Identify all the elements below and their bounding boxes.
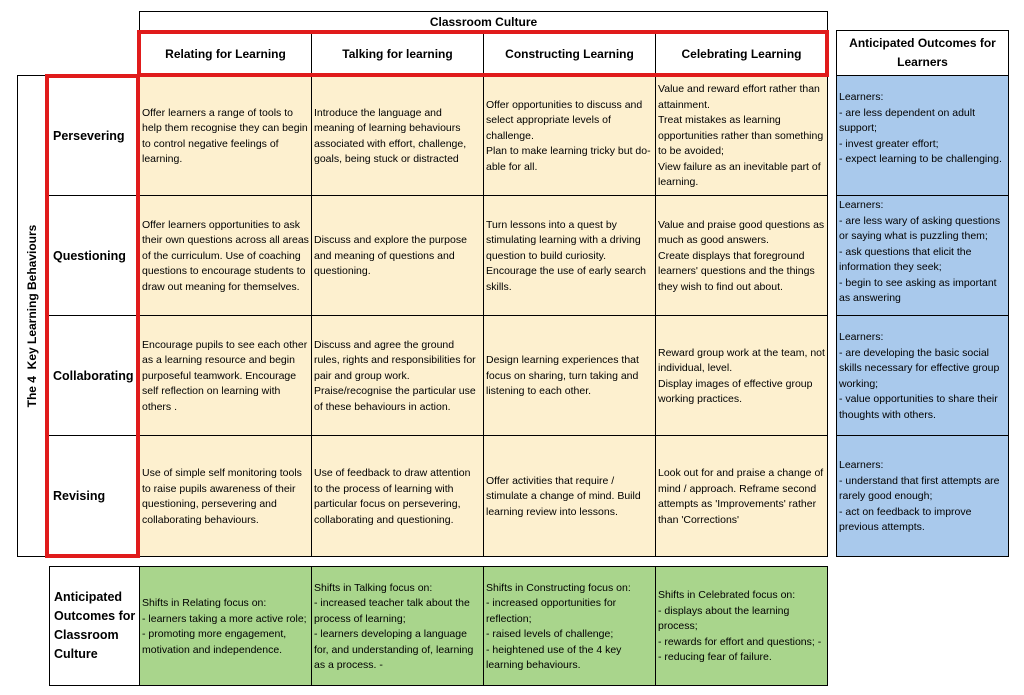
outcomes-header: Anticipated Outcomes for Learners bbox=[836, 30, 1009, 76]
culture-outcomes-label bbox=[49, 566, 140, 686]
culture-outcomes-label-text: Anticipated Outcomes for Classroom Culture bbox=[54, 590, 136, 661]
cell-revising-constructing bbox=[483, 435, 656, 557]
culture-outcome-constructing bbox=[483, 566, 656, 686]
cell-collaborating-talking bbox=[311, 315, 484, 436]
cell-text: Offer opportunities to discuss and select appropriate levels of challenge. Plan to make learning tricky but do-able for all. bbox=[486, 98, 651, 173]
cell-revising-celebrating bbox=[655, 435, 828, 557]
cell-text: Shifts in Talking focus on: - increased teacher talk about the process of learning; - learners developing a language for, and understanding of, learning as a process. - bbox=[314, 581, 474, 671]
classroom-culture-title: Classroom Culture bbox=[139, 11, 828, 32]
cell-text: Offer learners a range of tools to help them recognise they can begin to control negative feelings of learning. bbox=[142, 106, 308, 165]
cell-questioning-talking bbox=[311, 195, 484, 316]
cell-text: Turn lessons into a quest by stimulating learning with a driving question to build curiosity. Encourage the use of early search skills. bbox=[486, 218, 646, 293]
cell-persevering-celebrating bbox=[655, 75, 828, 196]
vertical-label: The 4 Key Learning Behaviours bbox=[24, 224, 39, 408]
column-header-constructing: Constructing Learning bbox=[483, 32, 656, 75]
culture-outcome-talking bbox=[311, 566, 484, 686]
cell-text: Introduce the language and meaning of learning behaviours associated with effort, challenge, goals, being stuck or distracted bbox=[314, 106, 467, 165]
row-label-collaborating: Collaborating bbox=[46, 315, 140, 436]
cell-text: Look out for and praise a change of mind / approach. Reframe second attempts as 'Improvements' rather than 'Corrections' bbox=[658, 467, 824, 526]
cell-text: Use of feedback to draw attention to the process of learning with particular focus on persevering, collaborating and questioning. bbox=[314, 467, 471, 526]
cell-revising-relating bbox=[139, 435, 312, 557]
cell-text: Shifts in Celebrated focus on: - displays about the learning process; - rewards for effort and questions; - - reducing fear of failure. bbox=[658, 589, 822, 664]
cell-text: Learners: - are less wary of asking questions or saying what is puzzling them; - ask questions that elicit the information they seek; - begin to see asking as important as answering bbox=[839, 199, 1001, 304]
cell-text: Shifts in Relating focus on: - learners taking a more active role; - promoting more engagement, motivation and independence. bbox=[142, 597, 307, 656]
cell-text: Learners: - are less dependent on adult support; - invest greater effort; - expect learning to be challenging. bbox=[839, 91, 1002, 165]
cell-text: Use of simple self monitoring tools to raise pupils awareness of their questioning, persevering and collaborating behaviours. bbox=[142, 467, 302, 526]
cell-text: Design learning experiences that focus on sharing, turn taking and listening to each other. bbox=[486, 354, 639, 398]
cell-text: Reward group work at the team, not individual, level. Display images of effective group working practices. bbox=[658, 346, 825, 405]
cell-persevering-constructing bbox=[483, 75, 656, 196]
culture-outcome-relating bbox=[139, 566, 312, 686]
row-label-persevering: Persevering bbox=[46, 75, 140, 196]
column-header-celebrating: Celebrating Learning bbox=[655, 32, 828, 75]
cell-text: Discuss and explore the purpose and meaning of questions and questioning. bbox=[314, 234, 467, 278]
cell-revising-talking bbox=[311, 435, 484, 557]
outcome-collaborating bbox=[836, 315, 1009, 436]
cell-text: Discuss and agree the ground rules, rights and responsibilities for pair and group work. Praise/recognise the particular use of these behaviours in action. bbox=[314, 338, 476, 413]
cell-text: Learners: - are developing the basic social skills necessary for effective group working; - value opportunities to share their thoughts with others. bbox=[839, 331, 1000, 421]
culture-outcome-celebrating bbox=[655, 566, 828, 686]
cell-persevering-talking bbox=[311, 75, 484, 196]
outcome-persevering bbox=[836, 75, 1009, 196]
cell-collaborating-relating bbox=[139, 315, 312, 436]
row-label-revising: Revising bbox=[46, 435, 140, 557]
cell-text: Offer activities that require / stimulate a change of mind. Build learning review into lessons. bbox=[486, 474, 641, 518]
row-label-questioning: Questioning bbox=[46, 195, 140, 316]
cell-questioning-relating bbox=[139, 195, 312, 316]
cell-collaborating-celebrating bbox=[655, 315, 828, 436]
cell-questioning-celebrating bbox=[655, 195, 828, 316]
cell-text: Learners: - understand that first attempts are rarely good enough; - act on feedback to improve previous attempts. bbox=[839, 459, 1000, 533]
cell-text: Shifts in Constructing focus on: - increased opportunities for reflection; - raised levels of challenge; - heightened use of the 4 key learning behaviours. bbox=[486, 581, 631, 671]
column-header-talking: Talking for learning bbox=[311, 32, 484, 75]
cell-questioning-constructing bbox=[483, 195, 656, 316]
cell-text: Offer learners opportunities to ask their own questions across all areas of the curriculum. Use of coaching questions to encourage students to draw out meaning for themselves. bbox=[142, 218, 309, 293]
cell-text: Encourage pupils to see each other as a learning resource and begin purposeful teamwork. Encourage self reflection on learning with others . bbox=[142, 338, 308, 413]
vertical-label-column bbox=[17, 75, 46, 557]
cell-persevering-relating bbox=[139, 75, 312, 196]
cell-text: Value and reward effort rather than attainment. Treat mistakes as learning opportunities rather than something to be avoided; View failure as an inevitable part of learning. bbox=[658, 83, 824, 189]
cell-collaborating-constructing bbox=[483, 315, 656, 436]
cell-text: Value and praise good questions as much as good answers. Create displays that foreground learners' questions and the things they wish to find out about. bbox=[658, 218, 825, 293]
outcome-questioning bbox=[836, 195, 1009, 316]
column-header-relating: Relating for Learning bbox=[139, 32, 312, 75]
outcome-revising bbox=[836, 435, 1009, 557]
